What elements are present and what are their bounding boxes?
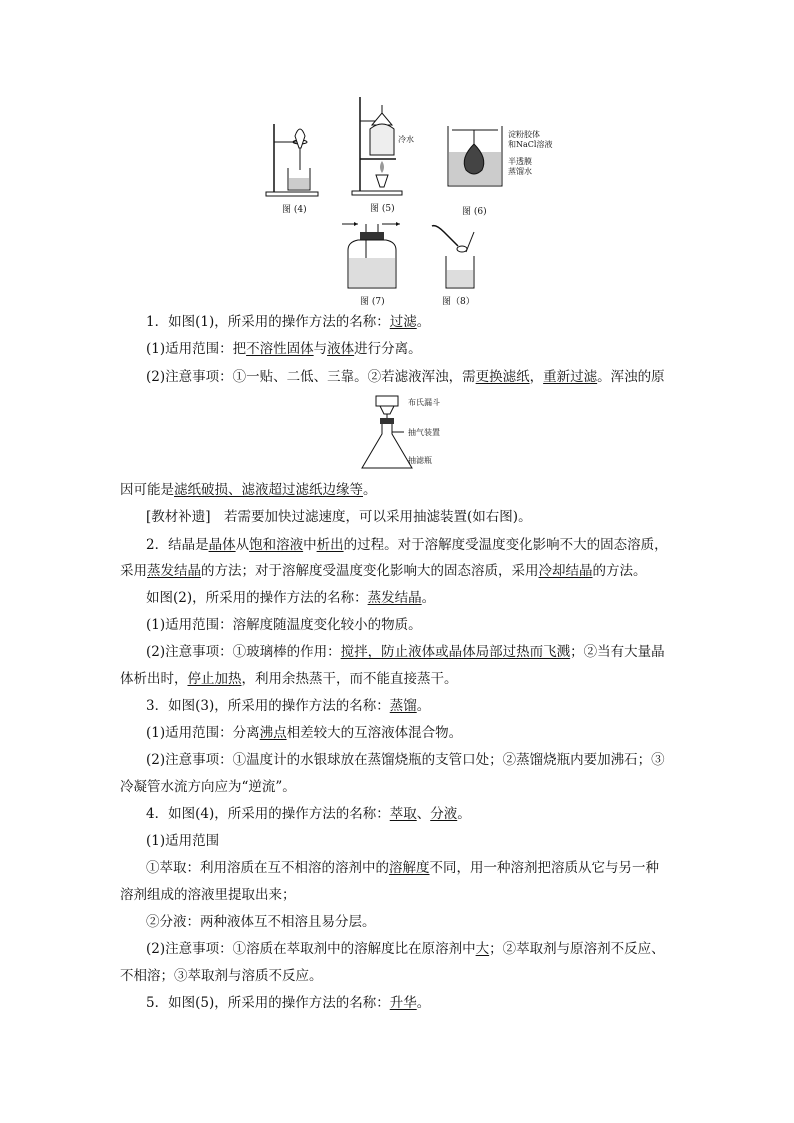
paragraph-line-9: (1)适用范围：溶解度随温度变化较小的物质。 [146, 617, 422, 633]
gas-washing-bottle-icon [338, 218, 408, 292]
paragraph-line-21: (2)注意事项：①溶质在萃取剂中的溶解度比在原溶剂中大；②萃取剂与原溶剂不反应、 [146, 941, 665, 957]
paragraph-line-2: (1)适用范围：把不溶性固体与液体进行分离。 [146, 341, 422, 357]
buchner-funnel-label: 布氏漏斗 [408, 398, 440, 407]
buchner-funnel-apparatus-icon [358, 394, 414, 476]
paragraph-line-12: 3．如图(3)，所采用的操作方法的名称：蒸馏。 [146, 698, 431, 714]
paragraph-line-11: 体析出时，停止加热，利用余热蒸干，而不能直接蒸干。 [120, 671, 458, 687]
paragraph-line-16: 4．如图(4)，所采用的操作方法的名称：萃取、分液。 [146, 806, 471, 822]
semipermeable-membrane-label: 半透膜 [508, 157, 532, 166]
figure-5-caption: 图 (5) [370, 204, 395, 214]
paragraph-line-17: (1)适用范围 [146, 833, 220, 849]
figure-5 [350, 95, 420, 214]
figure-4 [262, 120, 322, 215]
paragraph-line-23: 5．如图(5)，所采用的操作方法的名称：升华。 [146, 995, 431, 1011]
paragraph-line-5: [教材补遗] 若需要加快过滤速度，可以采用抽滤装置(如右图)。 [146, 509, 532, 525]
starch-colloid-label: 淀粉胶体 [508, 130, 540, 139]
suction-device-label: 抽气装置 [408, 428, 440, 437]
combustion-spoon-icon [430, 222, 490, 292]
paragraph-line-20: ②分液：两种液体互不相溶且易分层。 [146, 914, 376, 930]
paragraph-line-10: (2)注意事项：①玻璃棒的作用：搅拌，防止液体或晶体局部过热而飞溅；②当有大量晶 [146, 644, 665, 660]
figure-8-caption: 图（8） [442, 297, 475, 307]
paragraph-line-8: 如图(2)，所采用的操作方法的名称：蒸发结晶。 [146, 590, 436, 606]
nacl-solution-label: 和NaCl溶液 [508, 140, 553, 149]
cold-water-label: 冷水 [398, 135, 414, 144]
paragraph-line-1: 1．如图(1)，所采用的操作方法的名称：过滤。 [146, 314, 431, 330]
paragraph-line-6: 2．结晶是晶体从饱和溶液中析出的过程。对于溶解度受温度变化影响不大的固态溶质， [146, 537, 668, 553]
sublimation-apparatus-icon [350, 95, 420, 200]
paragraph-line-22: 不相溶；③萃取剂与溶质不反应。 [120, 968, 323, 984]
paragraph-line-7: 采用蒸发结晶的方法；对于溶解度受温度变化影响大的固态溶质，采用冷却结晶的方法。 [120, 563, 647, 579]
figure-7-caption: 图 (7) [360, 297, 385, 307]
paragraph-line-15: 冷凝管水流方向应为“逆流”。 [120, 779, 296, 795]
paragraph-line-14: (2)注意事项：①温度计的水银球放在蒸馏烧瓶的支管口处；②蒸馏烧瓶内要加沸石；③ [146, 752, 665, 768]
dialysis-apparatus-icon [444, 122, 508, 192]
paragraph-line-19: 溶剂组成的溶液里提取出来； [120, 887, 296, 903]
figure-4-caption: 图 (4) [282, 205, 307, 215]
figure-7 [338, 218, 408, 308]
filter-flask-label: 抽滤瓶 [408, 456, 432, 465]
buchner-filtration-figure [358, 394, 478, 476]
paragraph-line-4: 因可能是滤纸破损、滤液超过滤纸边缘等。 [120, 482, 377, 498]
figure-6 [444, 122, 574, 217]
distilled-water-label: 蒸馏水 [508, 167, 532, 176]
paragraph-line-18: ①萃取：利用溶质在互不相溶的溶剂中的溶解度不同，用一种溶剂把溶质从它与另一种 [146, 860, 659, 876]
separatory-funnel-apparatus-icon [262, 120, 322, 200]
figure-6-caption: 图 (6) [462, 207, 487, 217]
paragraph-line-3: (2)注意事项：①一贴、二低、三靠。②若滤液浑浊，需更换滤纸，重新过滤。浑浊的原 [146, 369, 665, 385]
figure-8 [430, 222, 490, 308]
paragraph-line-13: (1)适用范围：分离沸点相差较大的互溶液体混合物。 [146, 725, 463, 741]
